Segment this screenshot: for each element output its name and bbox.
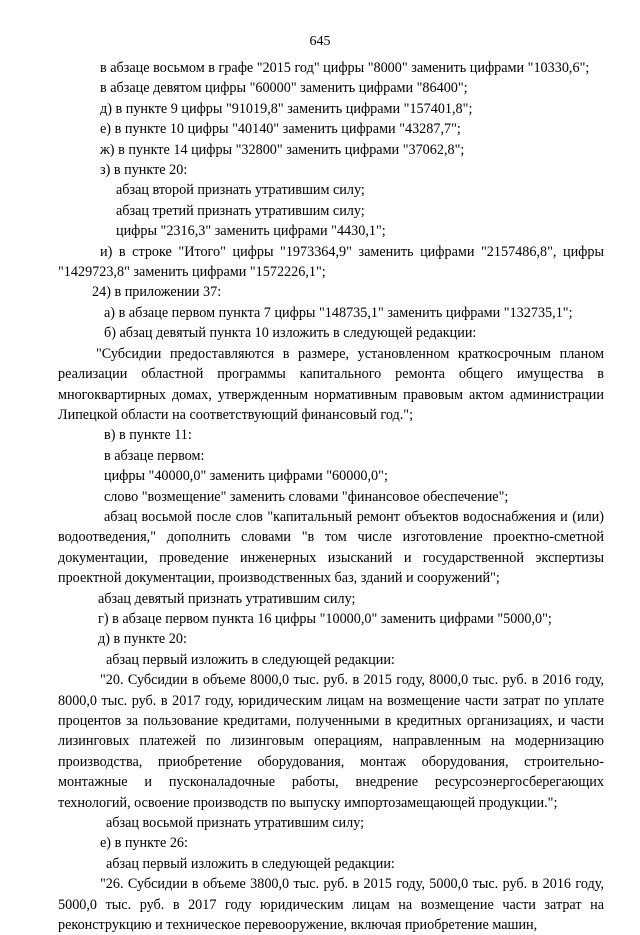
document-body — [58, 58, 604, 935]
paragraph: 24) в приложении 37: — [92, 284, 222, 301]
paragraph: "Субсидии предоставляются в размере, установленном краткосрочным планом реализации областной программы капитального ремонта общего имущества в многоквартирных домах, утвержденным нормативным правовым актом администрации Липецкой области на соответствующий финансовый год."; — [58, 345, 604, 423]
paragraph: б) абзац девятый пункта 10 изложить в следующей редакции: — [104, 325, 477, 342]
paragraph: цифры "2316,3" заменить цифрами "4430,1"; — [116, 223, 386, 240]
paragraph: и) в строке "Итого" цифры "1973364,9" заменить цифрами "2157486,8", цифры "1429723,8" заменить цифрами "1572226,1"; — [58, 243, 604, 281]
paragraph: абзац третий признать утратившим силу; — [116, 202, 365, 219]
paragraph: е) в пункте 26: — [100, 835, 188, 852]
paragraph: абзац девятый признать утратившим силу; — [98, 590, 356, 607]
paragraph: "20. Субсидии в объеме 8000,0 тыс. руб. в 2015 году, 8000,0 тыс. руб. в 2016 году, 8000,0 тыс. руб. в 2017 году, юридическим лицам на возмещение части затрат по уплате процентов за пользование кредитами, полученными в кредитных организациях, и части лизинговых платежей по лизинговым операциям, направленным на модернизацию производства, приобретение оборудования, монтаж оборудования, строительно-монтажные и пусконаладочные работы, внедрение ресурсоэнергосберегающих технологий, освоение производств по выпуску импортозамещающей продукции."; — [58, 672, 604, 811]
paragraph: в абзаце первом: — [104, 447, 205, 464]
paragraph: цифры "40000,0" заменить цифрами "60000,0"; — [104, 468, 388, 485]
paragraph: в абзаце восьмом в графе "2015 год" цифры "8000" заменить цифрами "10330,6"; — [100, 60, 590, 76]
paragraph: д) в пункте 9 цифры "91019,8" заменить цифрами "157401,8"; — [100, 100, 473, 117]
paragraph: е) в пункте 10 цифры "40140" заменить цифрами "43287,7"; — [100, 121, 461, 138]
paragraph: абзац первый изложить в следующей редакции: — [106, 855, 395, 872]
paragraph: "26. Субсидии в объеме 3800,0 тыс. руб. в 2015 году, 5000,0 тыс. руб. в 2016 году, 5000,0 тыс. руб. в 2017 году юридическим лицам на возмещение части затрат на реконструкцию и техническое перевооружение, включая приобретение машин, — [58, 876, 604, 934]
paragraph: абзац первый изложить в следующей редакции: — [106, 651, 395, 668]
paragraph: абзац восьмой признать утратившим силу; — [106, 815, 365, 832]
paragraph: в) в пункте 11: — [104, 427, 192, 444]
paragraph: в абзаце девятом цифры "60000" заменить цифрами "86400"; — [100, 80, 468, 97]
paragraph: ж) в пункте 14 цифры "32800" заменить цифрами "37062,8"; — [100, 141, 465, 158]
paragraph: слово "возмещение" заменить словами "финансовое обеспечение"; — [104, 488, 509, 505]
paragraph: абзац восьмой после слов "капитальный ремонт объектов водоснабжения и (или) водоотведения," дополнить словами "в том числе изготовление проектно-сметной документации, проведение инженерных изысканий и государственной экспертизы проектной документации, производственных баз, зданий и сооружений"; — [58, 508, 604, 587]
paragraph: г) в абзаце первом пункта 16 цифры "10000,0" заменить цифрами "5000,0"; — [98, 610, 552, 627]
paragraph: з) в пункте 20: — [100, 162, 188, 179]
paragraph: а) в абзаце первом пункта 7 цифры "148735,1" заменить цифрами "132735,1"; — [104, 304, 573, 321]
paragraph: абзац второй признать утратившим силу; — [116, 182, 365, 199]
paragraph: д) в пункте 20: — [98, 631, 187, 648]
page-number: 645 — [309, 34, 331, 49]
